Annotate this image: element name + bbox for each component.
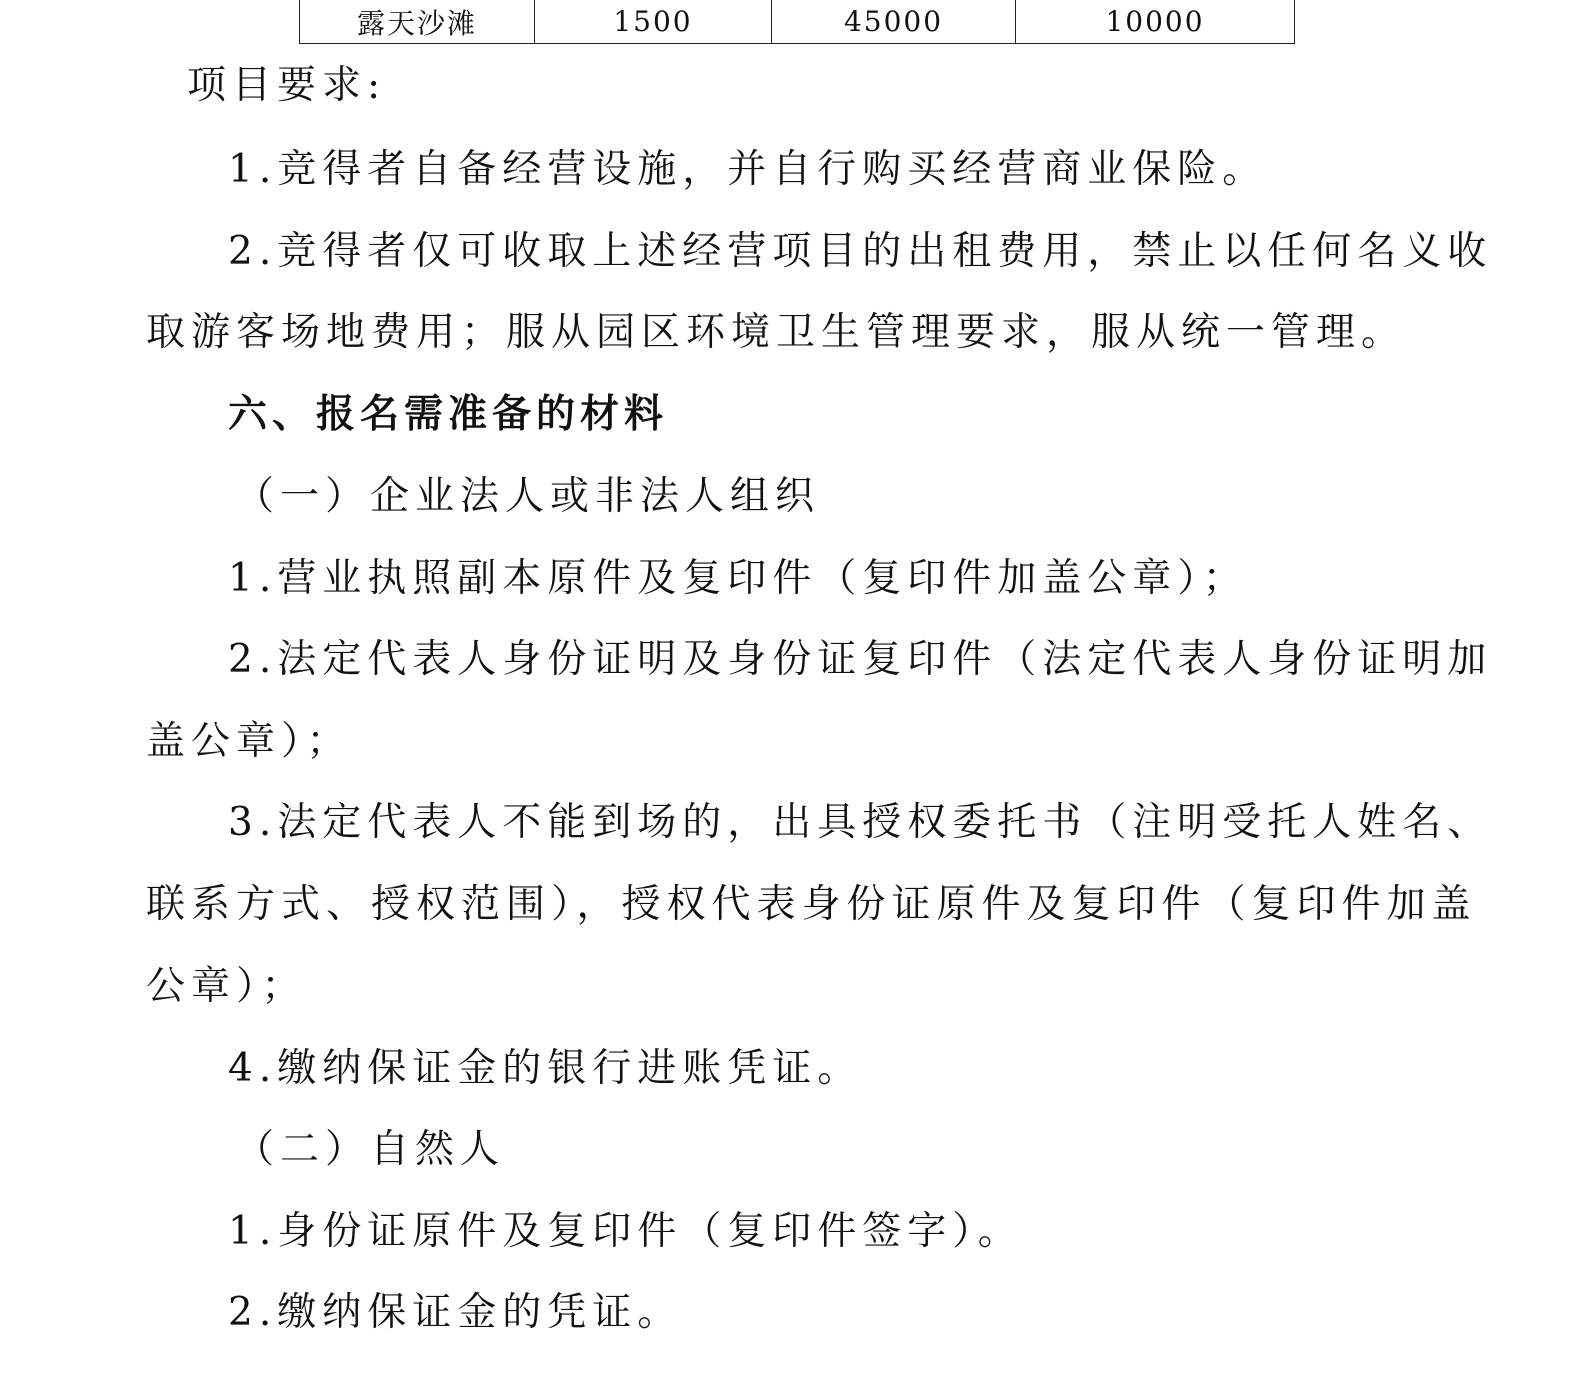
table-cell-item: 露天沙滩: [300, 0, 535, 44]
paragraph-line: 4.缴纳保证金的银行进账凭证。: [228, 1046, 863, 1091]
paragraph-line: 盖公章）；: [146, 719, 352, 764]
paragraph-line: 1.身份证原件及复印件（复印件签字）。: [228, 1209, 1023, 1254]
paragraph-line: 取游客场地费用；服从园区环境卫生管理要求，服从统一管理。: [146, 310, 1407, 355]
table-row: [300, 0, 1295, 44]
paragraph-line: 2.竞得者仅可收取上述经营项目的出租费用，禁止以任何名义收: [228, 229, 1493, 274]
paragraph-line: 3.法定代表人不能到场的，出具授权委托书（注明受托人姓名、: [228, 800, 1493, 845]
paragraph-line: 2.法定代表人身份证明及身份证复印件（法定代表人身份证明加: [228, 637, 1493, 682]
paragraph-line: 联系方式、授权范围），授权代表身份证原件及复印件（复印件加盖: [146, 882, 1477, 927]
section-heading: 六、报名需准备的材料: [228, 392, 669, 437]
table-cell-area: 1500: [535, 0, 772, 44]
paragraph-line: 1.营业执照副本原件及复印件（复印件加盖公章）；: [228, 556, 1248, 601]
subsection-heading: （一）企业法人或非法人组织: [235, 474, 821, 519]
table-cell-deposit: 10000: [1016, 0, 1295, 44]
subsection-heading: （二）自然人: [235, 1127, 506, 1172]
paragraph-line: 1.竞得者自备经营设施，并自行购买经营商业保险。: [228, 147, 1268, 192]
fee-table: [299, 0, 1295, 44]
section-label-project-requirements: 项目要求:: [187, 63, 387, 108]
paragraph-line: 2.缴纳保证金的凭证。: [228, 1290, 683, 1335]
table-cell-price: 45000: [772, 0, 1016, 44]
paragraph-line: 公章）；: [146, 964, 307, 1009]
